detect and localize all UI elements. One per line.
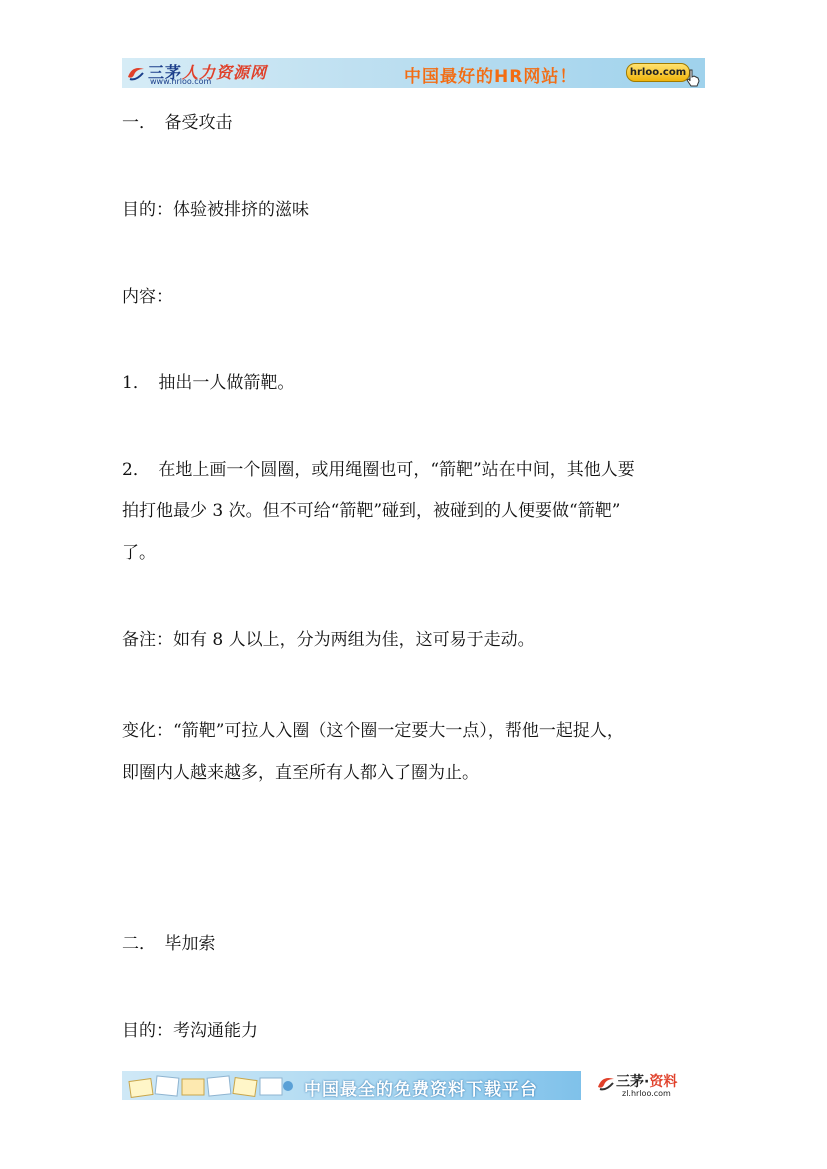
- side-logo-text: [616, 1071, 677, 1091]
- side-logo-text-a: 三茅·: [616, 1074, 650, 1090]
- section-2-purpose: 目的：考沟通能力: [122, 1021, 258, 1041]
- section-1-purpose: 目的：体验被排挤的滋味: [122, 200, 309, 220]
- header-banner[interactable]: [122, 58, 705, 88]
- section-1-note: 备注：如有 8 人以上，分为两组为佳，这可易于走动。: [122, 630, 535, 650]
- header-slogan: 中国最好的HR网站！: [404, 67, 578, 87]
- section-1-step-2-line-1: 2． 在地上画一个圆圈，或用绳圈也可，“箭靶”站在中间，其他人要: [122, 460, 635, 480]
- section-2-heading: 二． 毕加索: [122, 934, 216, 954]
- site-badge-button[interactable]: hrloo.com: [626, 63, 690, 82]
- swirl-logo-icon: [596, 1073, 616, 1093]
- footer-side-logo[interactable]: [596, 1071, 706, 1101]
- section-1-step-2-line-3: 了。: [122, 543, 156, 563]
- section-1-heading: 一． 备受攻击: [122, 113, 233, 133]
- section-1-step-2-line-2: 拍打他最少 3 次。但不可给“箭靶”碰到，被碰到的人便要做“箭靶”: [122, 501, 621, 521]
- section-1-variation-line-2: 即圈内人越来越多，直至所有人都入了圈为止。: [122, 763, 479, 783]
- logo-url: www.hrloo.com: [150, 77, 212, 86]
- footer-slogan: 中国最全的免费资料下载平台: [304, 1080, 538, 1100]
- logo-text-a: 三茅: [148, 63, 183, 82]
- section-1-variation-line-1: 变化：“箭靶”可拉人入圈（这个圈一定要大一点），帮他一起捉人，: [122, 721, 624, 741]
- footer-banner[interactable]: [122, 1071, 581, 1100]
- section-1-content-label: 内容：: [122, 287, 173, 307]
- swirl-logo-icon: [126, 63, 146, 83]
- section-1-step-1: 1． 抽出一人做箭靶。: [122, 373, 295, 393]
- hand-cursor-icon: [685, 69, 701, 87]
- logo-text-b: 人力资源网: [182, 63, 268, 82]
- side-logo-url: zl.hrloo.com: [622, 1089, 671, 1098]
- side-logo-text-b: 资料: [649, 1074, 678, 1090]
- cards-illustration-icon: [128, 1074, 298, 1098]
